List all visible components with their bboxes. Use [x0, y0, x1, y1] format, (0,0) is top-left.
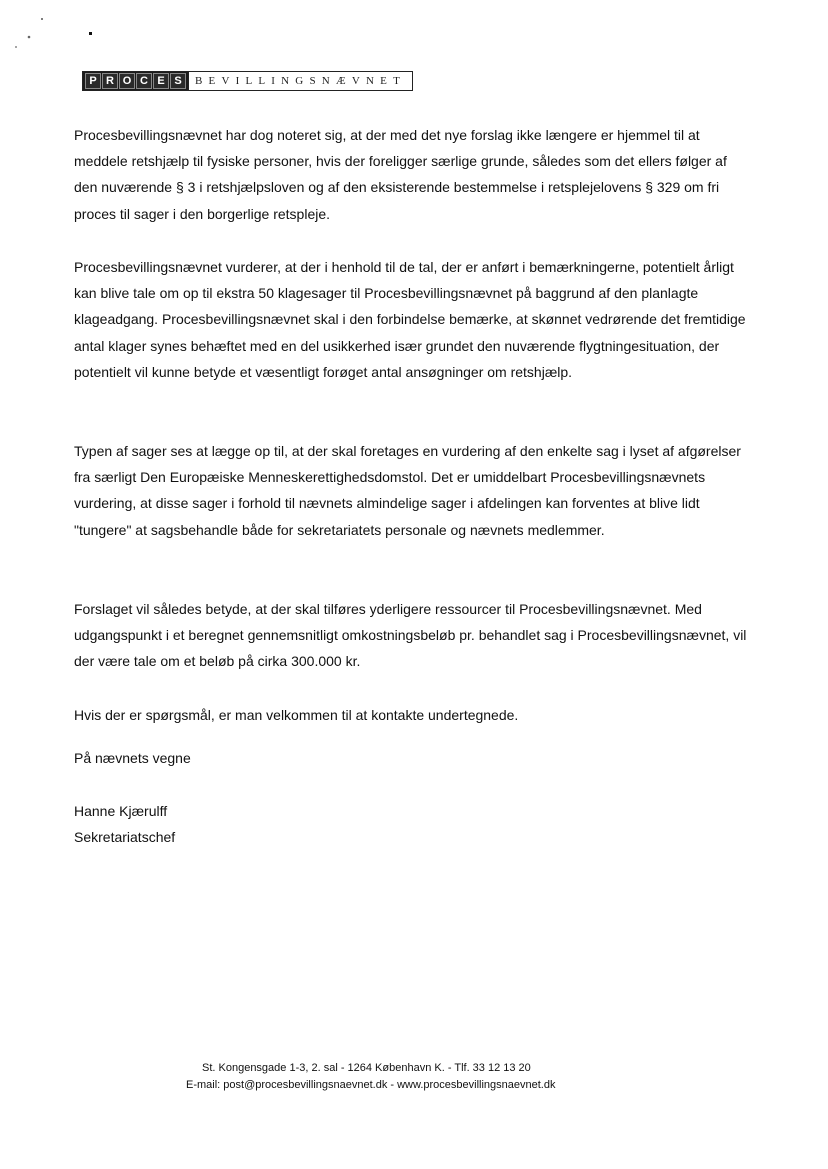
- signature-block: [74, 798, 175, 850]
- logo-proces-block: [83, 72, 188, 90]
- paragraph-3: [74, 438, 754, 543]
- paragraph-text: Procesbevillingsnævnet har dog noteret sig, at der med det nye forslag ikke længere er hjemmel til at meddele retshjælp til fysiske personer, hvis der foreligger særlige grunde, således som det ellers følger af den nuværende § 3 i retshjælpsloven og af den eksisterende bestemmelse i retsplejelovens § 329 om fri proces til sager i den borgerlige retspleje.: [74, 127, 727, 222]
- paragraph-text: Typen af sager ses at lægge op til, at der skal foretages en vurdering af den enkelte sag i lyset af afgørelser fra særligt Den Europæiske Menneskerettighedsdomstol. Det er umiddelbart Procesbevillingsnævnets vurdering, at disse sager i forhold til nævnets almindelige sager i afdelingen kan forventes at blive lidt "tungere" at sagsbehandle både for sekretariatets personale og nævnets medlemmer.: [74, 443, 741, 538]
- paragraph-4: [74, 596, 754, 675]
- paragraph-text: Hvis der er spørgsmål, er man velkommen til at kontakte undertegnede.: [74, 707, 519, 723]
- procesbevillingsnaevnet-logo: [82, 71, 413, 91]
- logo-letter: S: [170, 73, 186, 89]
- paragraph-1: [74, 122, 754, 227]
- paragraph-text: Procesbevillingsnævnet vurderer, at der i henhold til de tal, der er anført i bemærkningerne, potentielt årligt kan blive tale om op til ekstra 50 klagesager til Procesbevillingsnævnet på baggrund af den planlagte klageadgang. Procesbevillingsnævnet skal i den forbindelse bemærke, at skønnet vedrørende det fremtidige antal klager synes behæftet med en del usikkerhed især grundet den nuværende flygtningesituation, der potentielt vil kunne betyde et væsentligt forøget antal ansøgninger om retshjælp.: [74, 259, 746, 380]
- logo-letter: P: [85, 73, 101, 89]
- signature-title: Sekretariatschef: [74, 829, 176, 845]
- scan-specks: [0, 0, 120, 60]
- footer-contact: E-mail: post@procesbevillingsnaevnet.dk - www.procesbevillingsnaevnet.dk: [186, 1079, 556, 1091]
- logo-letter: E: [153, 73, 169, 89]
- logo-letter: O: [119, 73, 135, 89]
- logo-letter: R: [102, 73, 118, 89]
- paragraph-2: [74, 254, 754, 385]
- logo-letter: C: [136, 73, 152, 89]
- paragraph-text: Forslaget vil således betyde, at der skal tilføres yderligere ressourcer til Procesbevillingsnævnet. Med udgangspunkt i et beregnet gennemsnitligt omkostningsbeløb pr. behandlet sag i Procesbevillingsnævnet, vil der være tale om et beløb på cirka 300.000 kr.: [74, 601, 747, 670]
- closing-line: På nævnets vegne: [74, 750, 191, 766]
- logo-bevillingsnaevnet-word: BEVILLINGSNÆVNET: [188, 72, 412, 90]
- paragraph-5: [74, 702, 754, 728]
- footer-address: St. Kongensgade 1-3, 2. sal - 1264 København K. - Tlf. 33 12 13 20: [202, 1062, 531, 1074]
- signature-name: Hanne Kjærulff: [74, 803, 168, 819]
